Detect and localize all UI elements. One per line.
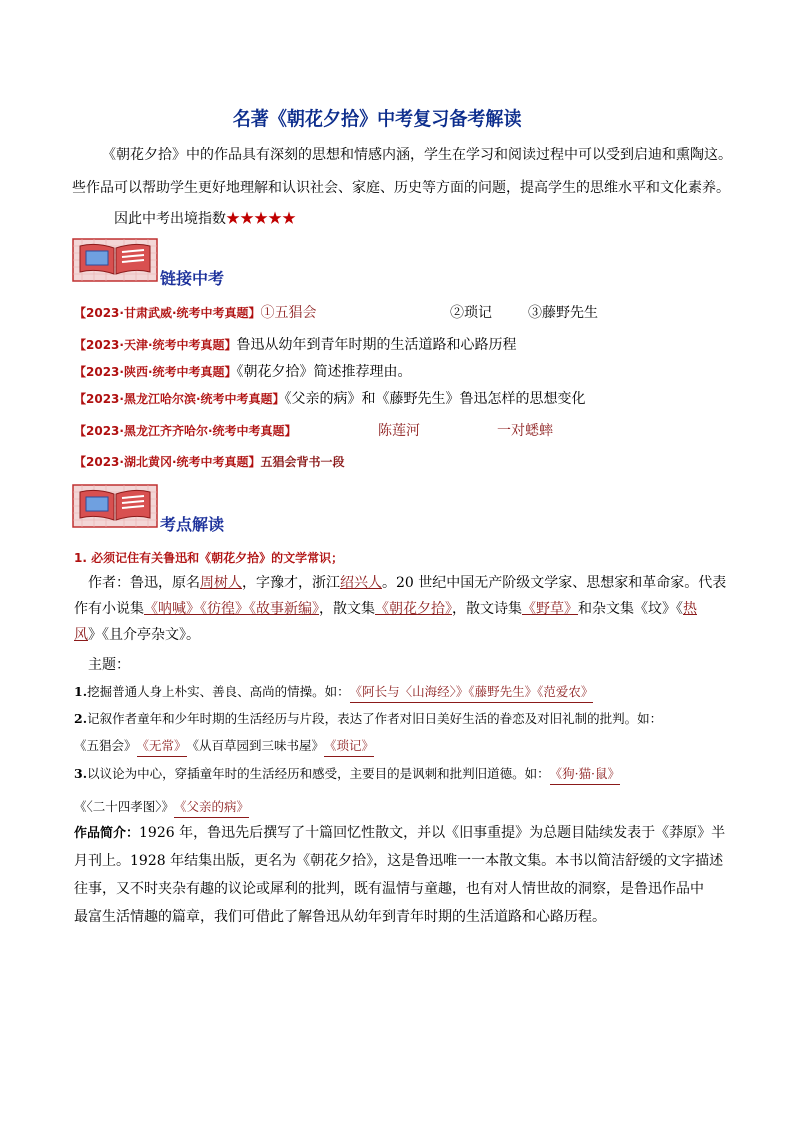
- answer-underlined: 《呐喊》: [144, 601, 200, 617]
- answer-part: 陈莲河: [378, 423, 420, 439]
- exam-index: [114, 209, 296, 229]
- answer-underlined: 热: [683, 601, 697, 617]
- summary-line-2: 月刊上。1928 年结集出版，更名为《朝花夕拾》，这是鲁迅唯一一本散文集。本书以简洁舒缓的文字描述: [74, 853, 724, 869]
- summary-text: 1926 年，鲁迅先后撰写了十篇回忆性散文，并以《旧事重提》为总题目陆续发表于《莽原》半: [139, 825, 726, 841]
- summary-line-3: 往事，又不时夹杂有趣的议论或犀利的批判，既有温情与童趣，也有对人情世故的洞察，是鲁迅作品中: [74, 881, 704, 897]
- theme-example: 《无常》: [137, 736, 187, 757]
- exam-row-2: [74, 335, 517, 355]
- answer-underlined: 风: [74, 627, 88, 643]
- author-line-1: [88, 573, 726, 593]
- exam-row-6: [74, 452, 345, 472]
- theme-text: 以议论为中心，穿插童年时的生活经历和感受，主要目的是讽刺和批判旧道德。如：: [87, 766, 550, 781]
- answer-underlined: 《野草》: [522, 601, 578, 617]
- book-icon: [72, 238, 158, 282]
- theme-example: 《琐记》: [324, 736, 374, 757]
- exam-ref: 【2023·甘肃武威·统考中考真题】: [74, 306, 261, 320]
- star-rating: ★★★★★: [226, 211, 296, 227]
- answer-underlined: 《故事新编》: [249, 601, 319, 617]
- exam-ref: 【2023·黑龙江齐齐哈尔·统考中考真题】: [74, 424, 297, 438]
- theme-example: 《从百草园到三味书屋》: [186, 738, 325, 753]
- exam-row-4: [74, 389, 586, 409]
- answer-part: ③藤野先生: [528, 305, 598, 321]
- theme-3-examples: [74, 797, 249, 818]
- answer-underlined: 绍兴人: [340, 575, 382, 591]
- exam-question: 《朝花夕拾》简述推荐理由。: [236, 364, 412, 380]
- answer-underlined: 周树人: [200, 575, 242, 591]
- book-icon: [72, 484, 158, 528]
- exam-index-label: 因此中考出境指数: [114, 211, 226, 227]
- page-title: 名著《朝花夕拾》中考复习备考解读: [232, 108, 522, 130]
- theme-example: 《父亲的病》: [174, 797, 249, 818]
- theme-example: 《〈二十四孝图〉》: [74, 799, 175, 814]
- theme-example: 《五猖会》: [74, 738, 137, 753]
- text: 作有小说集: [74, 601, 144, 617]
- intro-line-1: 《朝花夕拾》中的作品具有深刻的思想和情感内涵，学生在学习和阅读过程中可以受到启迪和熏陶这。: [102, 147, 732, 163]
- answer-part: ①五猖会: [260, 305, 317, 321]
- exam-ref: 【2023·黑龙江哈尔滨·统考中考真题】: [74, 392, 285, 406]
- theme-2-examples: [74, 736, 374, 757]
- item-title: 1. 必须记住有关鲁迅和《朝花夕拾》的文学常识；: [74, 551, 344, 565]
- theme-number: 3.: [74, 766, 88, 781]
- text: ，散文诗集: [452, 601, 522, 617]
- exam-question: 鲁迅从幼年到青年时期的生活道路和心路历程: [236, 337, 517, 353]
- theme-2: [74, 709, 662, 729]
- answer-underlined: 《朝花夕拾》: [375, 601, 452, 617]
- text: ，字豫才，浙江: [242, 575, 340, 591]
- answer-part: ②琐记: [450, 305, 492, 321]
- exam-ref: 【2023·天津·统考中考真题】: [74, 338, 237, 352]
- section-heading-points: 考点解读: [160, 515, 225, 534]
- summary-label: 作品简介：: [74, 826, 140, 841]
- exam-question: 《父亲的病》和《藤野先生》鲁迅怎样的思想变化: [284, 391, 586, 407]
- exam-row-5: [74, 421, 297, 441]
- exam-row-1: [74, 303, 317, 323]
- theme-3: [74, 764, 620, 785]
- theme-label: 主题：: [88, 657, 130, 673]
- intro-line-2: 些作品可以帮助学生更好地理解和认识社会、家庭、历史等方面的问题，提高学生的思维水平和文化素养。: [72, 180, 730, 196]
- summary-line-1: [74, 823, 725, 844]
- theme-examples: 《阿长与〈山海经〉》《藤野先生》《范爱农》: [350, 682, 594, 703]
- exam-ref: 【2023·湖北黄冈·统考中考真题】: [74, 455, 261, 469]
- exam-row-3: [74, 362, 412, 382]
- answer-part: 一对蟋蟀: [497, 423, 553, 439]
- theme-examples: 《狗·猫·鼠》: [550, 764, 620, 785]
- exam-question: 五猖会背书一段: [260, 455, 345, 469]
- theme-text: 挖掘普通人身上朴实、善良、高尚的情操。如：: [87, 684, 350, 699]
- section-heading-link: 链接中考: [160, 269, 225, 288]
- text: 和杂文集《坟》《: [578, 601, 683, 617]
- theme-text: 记叙作者童年和少年时期的生活经历与片段，表达了作者对旧日美好生活的眷恋及对旧礼制的批判。如：: [87, 711, 663, 726]
- text: 作者：鲁迅，原名: [88, 575, 200, 591]
- text: 》《且介亭杂文》。: [88, 627, 200, 643]
- exam-ref: 【2023·陕西·统考中考真题】: [74, 365, 237, 379]
- summary-line-4: 最富生活情趣的篇章，我们可借此了解鲁迅从幼年到青年时期的生活道路和心路历程。: [74, 909, 606, 925]
- theme-1: [74, 682, 593, 703]
- theme-number: 2.: [74, 711, 88, 726]
- text: ，散文集: [319, 601, 375, 617]
- author-line-2: [74, 599, 697, 619]
- answer-underlined: 《彷徨》: [200, 601, 249, 617]
- author-line-3: [74, 625, 200, 645]
- theme-number: 1.: [74, 684, 88, 699]
- text: 。20 世纪中国无产阶级文学家、思想家和革命家。代表: [382, 575, 727, 591]
